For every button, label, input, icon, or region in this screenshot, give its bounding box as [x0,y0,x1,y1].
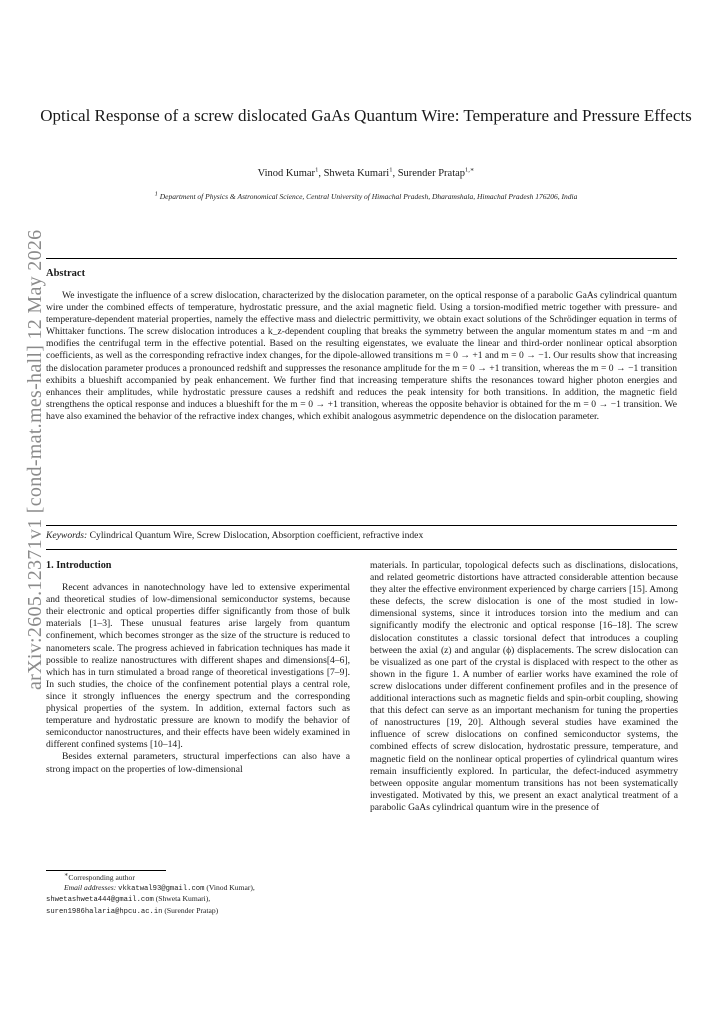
corresponding-author-note [46,873,346,883]
keywords-bottom-divider [46,549,677,550]
email-owner-3: (Surender Pratap) [164,905,219,915]
author-affil-marker: 1 [389,166,393,174]
author-list: Vinod Kumar$^1$, Shweta Kumari$^1$, Surender Pratap$^{1,∗}$ [257,166,475,179]
affiliation-marker: 1 [154,190,158,198]
section-heading-introduction: 1. Introduction [46,560,112,571]
author-name: Surender Pratap [397,168,466,179]
author-affil-marker: 1,∗ [465,166,475,174]
intro-paragraph-2: Besides external parameters, structural imperfections can also have a strong impact on the properties of low-dimensional [46,751,350,775]
top-divider [46,258,677,259]
intro-paragraph-1: Recent advances in nanotechnology have led to extensive experimental and theoretical studies of low-dimensional semiconductor systems, because their electronic and optical properties differ significantly from those of bulk materials [1–3]. These unusual features arise largely from quantum confinement, which becomes stronger as the size of the structure is reduced to nanometers scale. The progress achieved in fabrication techniques has made it possible to realize nanostructures with different shapes and dimensions[4–6], which has in turn stimulated a broad range of theoretical investigations [7–9]. In such studies, the choice of the confinement potential plays a central role, since it strongly influences the energy spectrum and the corresponding physical properties of the system. In addition, external factors such as temperature and hydrostatic pressure are known to modify the behavior of semiconductor nanostructures, and their effects have been widely examined in different confined systems [10–14]. [46,582,350,751]
keywords-text: Cylindrical Quantum Wire, Screw Dislocation, Absorption coefficient, refractive index [89,530,424,541]
email-address-1[interactable]: vkkatwal93@gmail.com [118,884,205,893]
author-name: Shweta Kumari [323,168,390,179]
affiliation-text: Department of Physics & Astronomical Science, Central University of Himachal Pradesh, Dharamshala, Himachal Pradesh 176206, India [159,192,578,201]
email-address-3[interactable]: suren1986halaria@hpcu.ac.in [46,907,163,916]
footnotes [46,873,346,917]
author-name: Vinod Kumar [257,168,316,179]
right-column [370,560,678,814]
affiliation [40,192,692,201]
corresponding-author-text: Corresponding author [68,873,135,882]
abstract-heading: Abstract [46,268,86,279]
email-line-2 [46,894,346,906]
author-affil-marker: 1 [315,166,319,174]
keywords-top-divider [46,525,677,526]
keywords-label: Keywords: [46,530,88,541]
email-owner-2: (Shweta Kumari), [155,894,211,904]
email-owner-1: (Vinod Kumar), [206,882,255,892]
paper-title: Optical Response of a screw dislocated GaAs Quantum Wire: Temperature and Pressure Effects [40,106,692,125]
keywords-line [46,530,677,541]
email-address-2[interactable]: shwetashweta444@gmail.com [46,896,154,905]
email-line-1 [46,883,346,895]
intro-paragraph-3: materials. In particular, topological defects such as disclinations, dislocations, and related geometric distortions have attracted considerable attention because they alter the effective environment experienced by charge carriers [15]. Among these defects, the screw dislocation is one of the most studied in low-dimensional systems, since it introduces torsion into the medium and can significantly modify the electronic and optical response [16–18]. The screw dislocation constitutes a classic torsional defect that introduces a coupling between the axial (z) and angular (ϕ) displacements. The screw dislocation can be visualized as one part of the crystal is displaced with respect to the other as shown in the figure 1. A number of earlier works have examined the role of screw dislocations under different confinement profiles and in the presence of additional interactions such as magnetic fields and spin-orbit coupling, showing that this defect can serve as an important mechanism for tuning the properties of nanostructures [19, 20]. Although several studies have examined the influence of screw dislocations on confined semiconductor systems, the combined effects of screw dislocation, hydrostatic pressure, temperature, and magnetic field on the nonlinear optical properties of cylindrical quantum wires remain insufficiently explored. In particular, the defect-induced asymmetry between opposite angular momentum transitions has not been systematically investigated. Motivated by this, we present an exact analytical treatment of a parabolic GaAs cylindrical quantum wire in the presence of [370,560,678,813]
email-label: Email addresses: [64,882,117,892]
abstract-body: We investigate the influence of a screw dislocation, characterized by the dislocation parameter, on the optical response of a parabolic GaAs cylindrical quantum wire under the combined effects of temperature, hydrostatic pressure, and the axial magnetic field. Using a torsion-modified metric together with pressure- and temperature-dependent material properties, namely the effective mass and dielectric permittivity, we obtain exact solutions of the Schrödinger equation in terms of Whittaker functions. The screw dislocation introduces a k_z-dependent coupling that breaks the symmetry between the angular momentum states m and −m and modifies the centrifugal term in the effective potential. Based on the resulting eigenstates, we evaluate the linear and third-order nonlinear optical absorption coefficients, as well as the corresponding refractive index changes, for the dipole-allowed transitions m = 0 → +1 and m = 0 → −1. Our results show that increasing the dislocation parameter produces a pronounced redshift and suppresses the resonance amplitude for the m = 0 → +1 transition, whereas the m = 0 → −1 transition exhibits a blueshift accompanied by peak enhancement. We further find that increasing temperature shifts the resonances toward higher photon energies and enhances their amplitudes, while hydrostatic pressure causes a redshift and reduces the peak intensity for both transitions. In addition, the magnetic field strengthens the optical response and induces a blueshift for the m = 0 → +1 transition, whereas the opposite behavior is obtained for the m = 0 → −1 transition. We have also examined the behavior of the refractive index changes, which exhibit analogous asymmetric dependence on the dislocation parameter. [46,290,677,422]
corresponding-marker: ∗ [64,871,69,879]
email-line-3 [46,906,346,918]
left-column [46,560,350,776]
arxiv-sidebar-stamp: arXiv:2605.12371v1 [cond-mat.mes-hall] 12 May 2026 [24,229,46,690]
